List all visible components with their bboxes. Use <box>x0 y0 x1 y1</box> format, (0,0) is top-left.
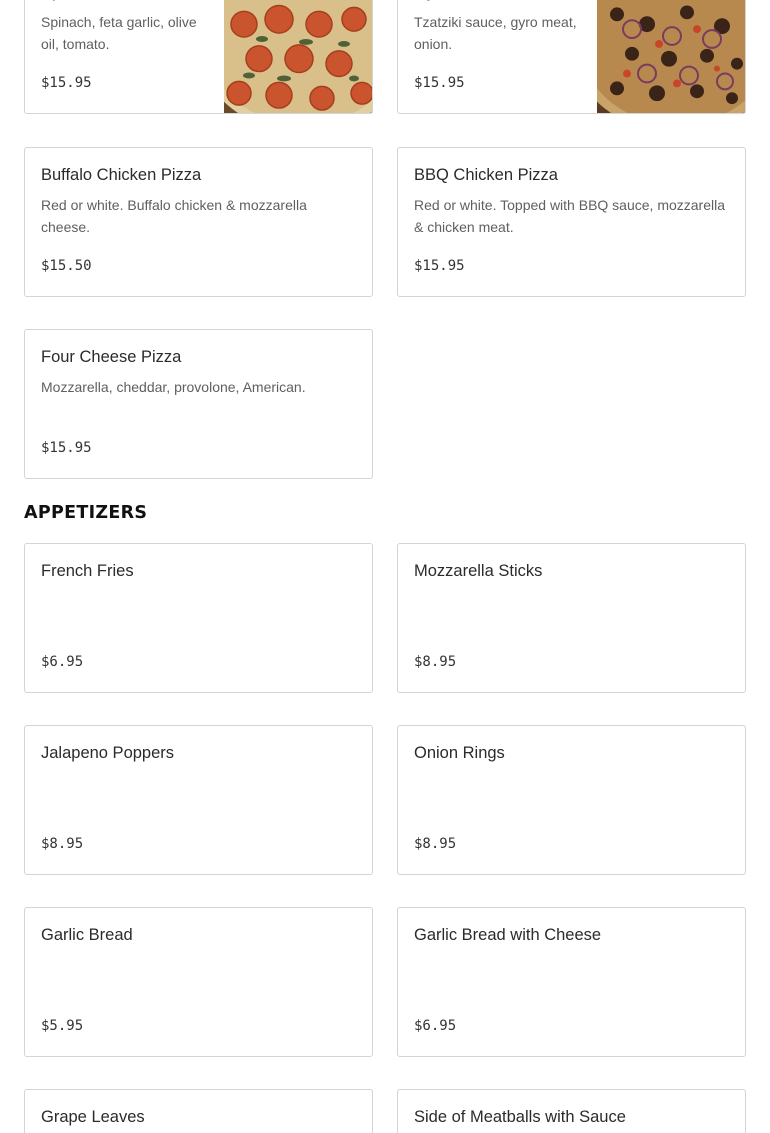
menu-item-price: $8.95 <box>414 836 457 852</box>
menu-item-price: $15.95 <box>414 258 465 274</box>
menu-item-name: Grape Leaves <box>41 1108 145 1126</box>
menu-item-name <box>41 0 204 2</box>
menu-item-price: $15.50 <box>41 258 92 274</box>
menu-item-card[interactable] <box>24 725 373 875</box>
menu-item-name: Jalapeno Poppers <box>41 744 175 762</box>
menu-item-card[interactable] <box>24 329 373 479</box>
menu-item-price: $15.95 <box>41 440 92 456</box>
menu-item-card[interactable] <box>24 1089 373 1133</box>
menu-item-card[interactable] <box>397 907 746 1057</box>
menu-item-description: Spinach, feta garlic, olive oil, tomato. <box>41 14 197 52</box>
menu-item-name: BBQ Chicken Pizza <box>414 166 558 184</box>
menu-item-price: $8.95 <box>41 836 84 852</box>
menu-item-price: $5.95 <box>41 1018 84 1034</box>
menu-item-card[interactable] <box>397 543 746 693</box>
menu-item-name: Garlic Bread with Cheese <box>414 926 602 944</box>
menu-item-name: Four Cheese Pizza <box>41 348 182 366</box>
pizza-photo-icon <box>597 0 745 113</box>
menu-item-price: $8.95 <box>414 654 457 670</box>
menu-item-name: Side of Meatballs with Sauce <box>414 1108 626 1126</box>
menu-item-card[interactable] <box>397 725 746 875</box>
pizza-photo-icon <box>224 0 372 113</box>
menu-item-card[interactable] <box>24 0 373 114</box>
menu-item-description: Tzatziki sauce, gyro meat, onion. <box>414 14 577 52</box>
menu-item-description: Red or white. Topped with BBQ sauce, mozzarella & chicken meat. <box>414 197 726 235</box>
menu-item-name: Onion Rings <box>414 744 505 762</box>
menu-item-price: $15.95 <box>414 75 465 91</box>
menu-item-name <box>414 0 577 2</box>
menu-item-price: $6.95 <box>41 654 84 670</box>
menu-item-name: Garlic Bread <box>41 926 133 944</box>
menu-item-card[interactable] <box>397 1089 746 1133</box>
menu-item-name: French Fries <box>41 562 134 580</box>
menu-item-name: Mozzarella Sticks <box>414 562 543 580</box>
menu-item-card[interactable] <box>397 147 746 297</box>
menu-item-name: Buffalo Chicken Pizza <box>41 166 202 184</box>
menu-item-description: Mozzarella, cheddar, provolone, American. <box>41 379 306 395</box>
menu-item-card[interactable] <box>397 0 746 114</box>
menu-item-price: $15.95 <box>41 75 92 91</box>
menu-item-price: $6.95 <box>414 1018 457 1034</box>
menu-item-description: Red or white. Buffalo chicken & mozzarella cheese. <box>41 197 307 235</box>
menu-item-card[interactable] <box>24 147 373 297</box>
section-title-appetizers: APPETIZERS <box>24 503 148 523</box>
menu-item-card[interactable] <box>24 907 373 1057</box>
menu-item-card[interactable] <box>24 543 373 693</box>
